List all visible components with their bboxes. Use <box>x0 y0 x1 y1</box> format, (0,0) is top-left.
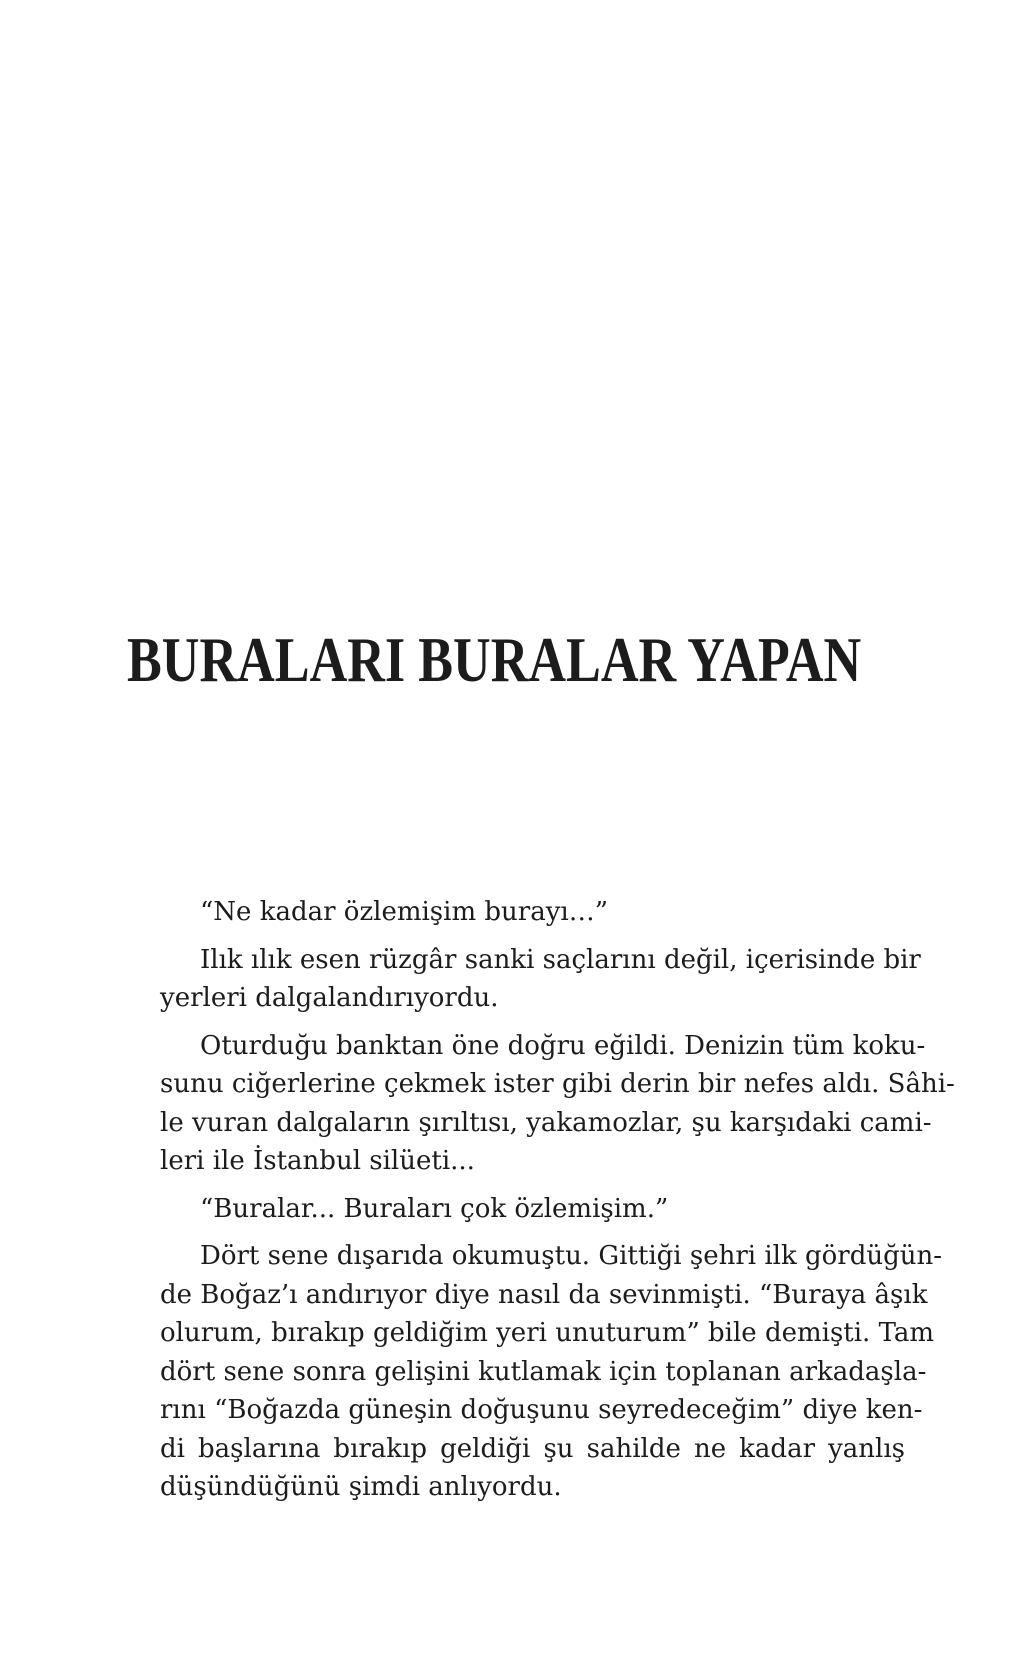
paragraph <box>120 1237 943 1507</box>
text-line: dört sene sonra gelişini kutlamak için toplanan arkadaşla- <box>160 1356 927 1387</box>
chapter-title: BURALARI BURALAR YAPAN <box>127 624 862 695</box>
text-line: sunu ciğerlerine çekmek ister gibi derin bir nefes aldı. Sâhi- <box>160 1069 955 1099</box>
text-line: Ilık ılık esen rüzgâr sanki saçlarını değil, içerisinde bir <box>200 944 921 975</box>
paragraph <box>120 1190 905 1229</box>
text-line: “Ne kadar özlemişim burayı…” <box>200 897 609 927</box>
chapter-body <box>120 893 955 1516</box>
paragraph <box>120 941 921 1018</box>
text-line: Dört sene dışarıda okumuştu. Gittiği şehri ilk gördüğün- <box>200 1241 943 1271</box>
text-line: Oturduğu banktan öne doğru eğildi. Denizin tüm koku- <box>200 1030 926 1061</box>
text-line: olurum, bırakıp geldiğim yeri unuturum” bile demişti. Tam <box>160 1318 935 1348</box>
text-line: “Buralar... Buraları çok özlemişim.” <box>200 1193 669 1224</box>
text-line: de Boğaz’ı andırıyor diye nasıl da sevinmişti. “Buraya âşık <box>160 1279 928 1310</box>
text-line: le vuran dalgaların şırıltısı, yakamozlar, şu karşıdaki cami- <box>160 1107 932 1138</box>
text-line: rını “Boğazda güneşin doğuşunu seyredeceğim” diye ken- <box>160 1395 923 1425</box>
text-line: yerleri dalgalandırıyordu. <box>160 983 499 1013</box>
paragraph <box>120 893 905 932</box>
text-line: di başlarına bırakıp geldiği şu sahilde ne kadar yanlış <box>160 1433 905 1464</box>
text-line: düşündüğünü şimdi anlıyordu. <box>160 1472 562 1502</box>
text-line: leri ile İstanbul silüeti... <box>160 1146 475 1176</box>
paragraph <box>120 1027 955 1181</box>
